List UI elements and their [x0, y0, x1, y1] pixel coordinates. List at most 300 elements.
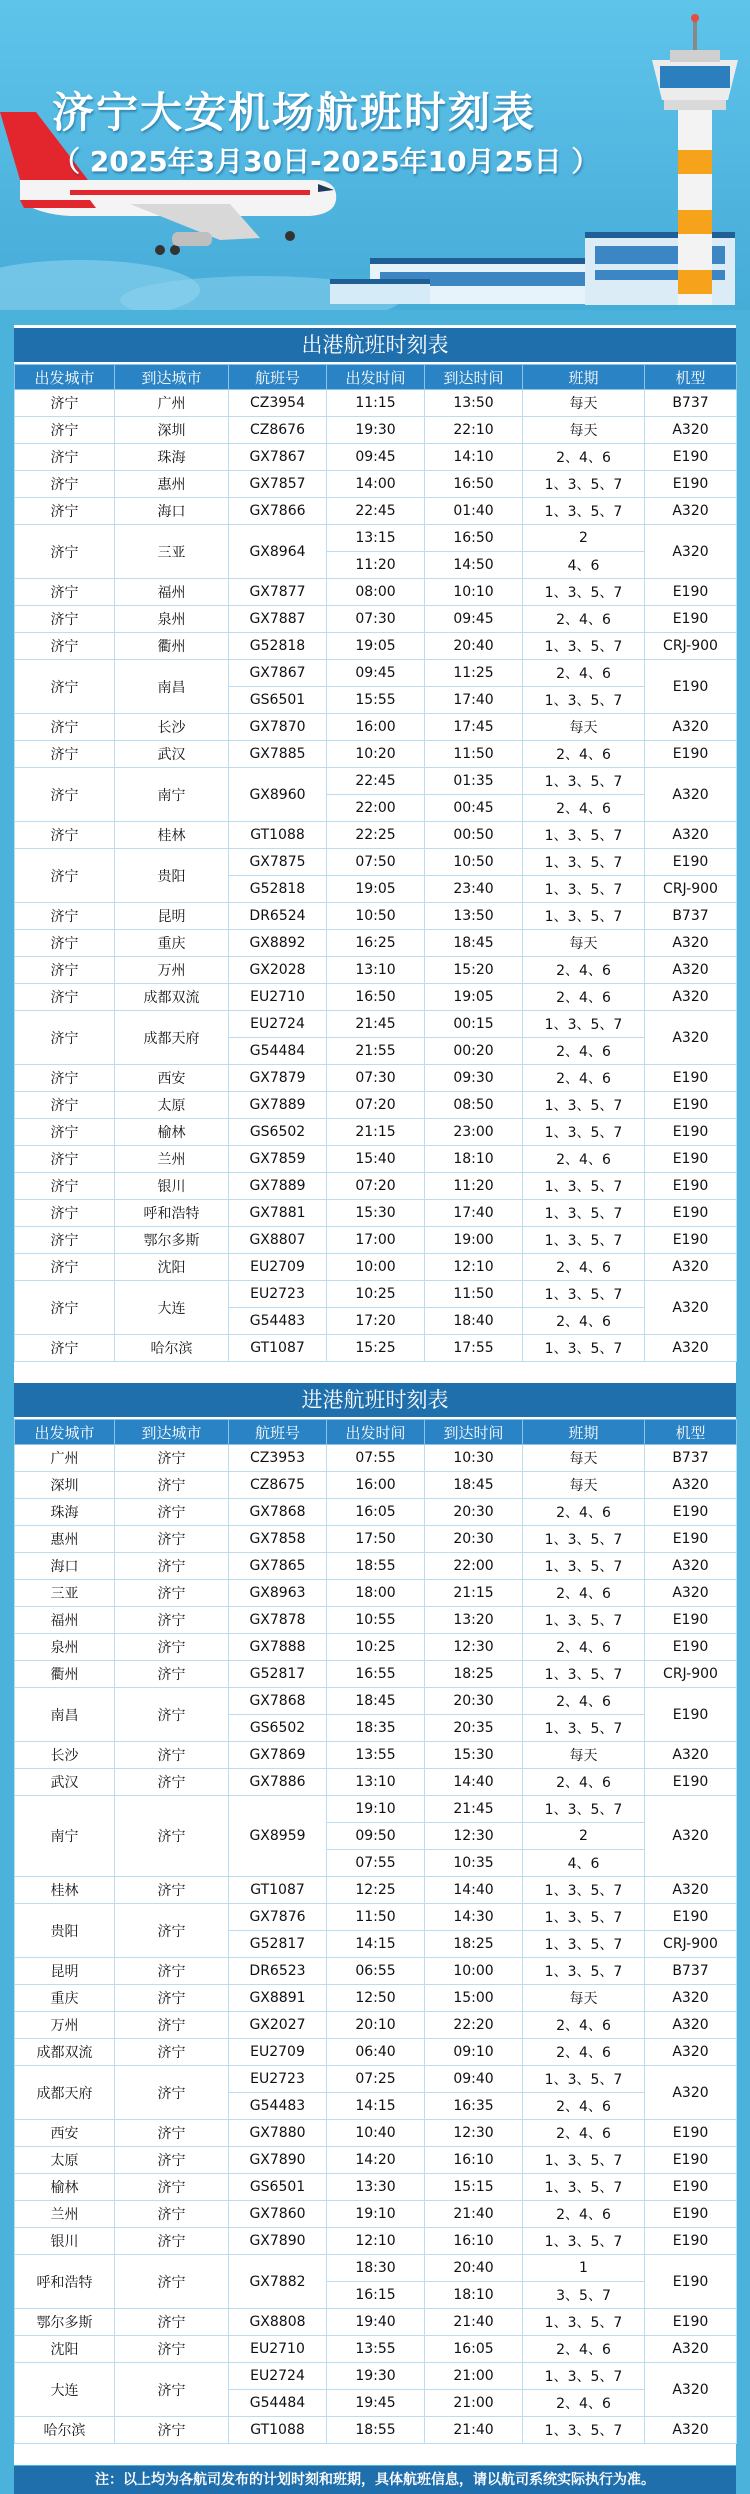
- departure-time-cell: 21:15: [327, 1119, 425, 1146]
- table-row: [15, 930, 737, 957]
- schedule-days-cell: 1、3、5、7: [523, 471, 645, 498]
- arrival-city-cell: 济宁: [115, 2309, 229, 2336]
- schedule-days-cell: 1、3、5、7: [523, 1607, 645, 1634]
- aircraft-type-cell: CRJ-900: [645, 1931, 737, 1958]
- departures-header-row: [15, 365, 737, 390]
- schedule-days-cell: 2: [523, 525, 645, 552]
- schedule-days-cell: 1、3、5、7: [523, 1092, 645, 1119]
- hero-banner: [0, 0, 750, 310]
- column-header: 出发城市: [15, 1420, 115, 1445]
- table-row: [15, 1119, 737, 1146]
- arrival-time-cell: 14:10: [425, 444, 523, 471]
- arrival-city-cell: 三亚: [115, 525, 229, 579]
- arrival-time-cell: 16:50: [425, 525, 523, 552]
- schedule-days-cell: 每天: [523, 1445, 645, 1472]
- schedule-days-cell: 2、4、6: [523, 1308, 645, 1335]
- arrival-time-cell: 00:20: [425, 1038, 523, 1065]
- arrival-time-cell: 20:35: [425, 1715, 523, 1742]
- arrival-city-cell: 济宁: [115, 1661, 229, 1688]
- departure-time-cell: 11:50: [327, 1904, 425, 1931]
- departure-city-cell: 济宁: [15, 768, 115, 822]
- table-row: [15, 1227, 737, 1254]
- arrival-time-cell: 10:00: [425, 1958, 523, 1985]
- departure-city-cell: 榆林: [15, 2174, 115, 2201]
- departure-city-cell: 哈尔滨: [15, 2417, 115, 2444]
- flight-number-cell: EU2724: [229, 2363, 327, 2390]
- departure-time-cell: 15:30: [327, 1200, 425, 1227]
- arrival-time-cell: 20:40: [425, 2255, 523, 2282]
- table-row: [15, 1607, 737, 1634]
- schedule-days-cell: 1、3、5、7: [523, 822, 645, 849]
- departure-time-cell: 07:20: [327, 1092, 425, 1119]
- table-row: [15, 471, 737, 498]
- aircraft-type-cell: E190: [645, 1607, 737, 1634]
- table-row: [15, 1011, 737, 1038]
- arrival-time-cell: 16:50: [425, 471, 523, 498]
- column-header: 到达城市: [115, 365, 229, 390]
- arrival-city-cell: 南昌: [115, 660, 229, 714]
- arrival-time-cell: 12:10: [425, 1254, 523, 1281]
- departure-time-cell: 07:55: [327, 1850, 425, 1877]
- arrival-time-cell: 09:30: [425, 1065, 523, 1092]
- departure-time-cell: 18:55: [327, 1553, 425, 1580]
- flight-number-cell: GX7882: [229, 2255, 327, 2309]
- table-row: [15, 2336, 737, 2363]
- arrival-time-cell: 15:30: [425, 1742, 523, 1769]
- departure-city-cell: 桂林: [15, 1877, 115, 1904]
- arrival-time-cell: 23:40: [425, 876, 523, 903]
- arrival-time-cell: 13:50: [425, 390, 523, 417]
- arrival-city-cell: 长沙: [115, 714, 229, 741]
- schedule-days-cell: 1、3、5、7: [523, 2363, 645, 2390]
- aircraft-type-cell: E190: [645, 2255, 737, 2309]
- departure-city-cell: 惠州: [15, 1526, 115, 1553]
- arrival-city-cell: 济宁: [115, 1526, 229, 1553]
- flight-number-cell: GX7870: [229, 714, 327, 741]
- departure-city-cell: 济宁: [15, 822, 115, 849]
- departure-time-cell: 07:25: [327, 2066, 425, 2093]
- arrival-city-cell: 济宁: [115, 1796, 229, 1877]
- schedule-days-cell: 2、4、6: [523, 1688, 645, 1715]
- departure-city-cell: 济宁: [15, 1065, 115, 1092]
- flight-number-cell: G54484: [229, 2390, 327, 2417]
- table-row: [15, 849, 737, 876]
- arrival-time-cell: 22:10: [425, 417, 523, 444]
- arrivals-table: [14, 1419, 737, 2444]
- aircraft-type-cell: E190: [645, 1092, 737, 1119]
- flight-number-cell: GX7867: [229, 660, 327, 687]
- aircraft-type-cell: A320: [645, 2336, 737, 2363]
- departure-city-cell: 济宁: [15, 660, 115, 714]
- arrival-city-cell: 济宁: [115, 2174, 229, 2201]
- schedule-days-cell: 2、4、6: [523, 606, 645, 633]
- departure-time-cell: 22:25: [327, 822, 425, 849]
- schedule-days-cell: 1、3、5、7: [523, 1877, 645, 1904]
- arrival-city-cell: 济宁: [115, 1769, 229, 1796]
- aircraft-type-cell: E190: [645, 849, 737, 876]
- schedule-days-cell: 1、3、5、7: [523, 1796, 645, 1823]
- column-header: 出发时间: [327, 365, 425, 390]
- schedule-days-cell: 4、6: [523, 552, 645, 579]
- departure-city-cell: 武汉: [15, 1769, 115, 1796]
- schedule-days-cell: 2、4、6: [523, 1254, 645, 1281]
- flight-number-cell: GX7857: [229, 471, 327, 498]
- arrival-time-cell: 00:15: [425, 1011, 523, 1038]
- flight-number-cell: GX7886: [229, 1769, 327, 1796]
- departure-time-cell: 12:10: [327, 2228, 425, 2255]
- schedule-days-cell: 2、4、6: [523, 2201, 645, 2228]
- aircraft-type-cell: A320: [645, 2012, 737, 2039]
- departure-time-cell: 15:25: [327, 1335, 425, 1362]
- schedule-days-cell: 1、3、5、7: [523, 1281, 645, 1308]
- schedule-days-cell: 1、3、5、7: [523, 2417, 645, 2444]
- aircraft-type-cell: E190: [645, 444, 737, 471]
- aircraft-type-cell: A320: [645, 1580, 737, 1607]
- aircraft-type-cell: CRJ-900: [645, 876, 737, 903]
- schedule-days-cell: 1、3、5、7: [523, 1200, 645, 1227]
- schedule-days-cell: 1、3、5、7: [523, 849, 645, 876]
- departure-city-cell: 济宁: [15, 1254, 115, 1281]
- departure-city-cell: 济宁: [15, 444, 115, 471]
- flight-number-cell: EU2723: [229, 2066, 327, 2093]
- departure-city-cell: 鄂尔多斯: [15, 2309, 115, 2336]
- departure-city-cell: 济宁: [15, 903, 115, 930]
- departure-time-cell: 17:20: [327, 1308, 425, 1335]
- arrival-time-cell: 10:50: [425, 849, 523, 876]
- aircraft-type-cell: E190: [645, 1904, 737, 1931]
- schedule-days-cell: 1、3、5、7: [523, 579, 645, 606]
- departure-time-cell: 22:45: [327, 498, 425, 525]
- table-row: [15, 1553, 737, 1580]
- schedule-days-cell: 2、4、6: [523, 1634, 645, 1661]
- flight-number-cell: CZ8676: [229, 417, 327, 444]
- table-row: [15, 768, 737, 795]
- arrival-city-cell: 泉州: [115, 606, 229, 633]
- departure-city-cell: 万州: [15, 2012, 115, 2039]
- aircraft-type-cell: E190: [645, 1146, 737, 1173]
- arrival-time-cell: 16:05: [425, 2336, 523, 2363]
- departure-city-cell: 济宁: [15, 1335, 115, 1362]
- schedule-days-cell: 1、3、5、7: [523, 1661, 645, 1688]
- aircraft-type-cell: A320: [645, 984, 737, 1011]
- arrival-time-cell: 00:50: [425, 822, 523, 849]
- departure-city-cell: 泉州: [15, 1634, 115, 1661]
- arrival-time-cell: 18:25: [425, 1931, 523, 1958]
- schedule-days-cell: 1、3、5、7: [523, 1715, 645, 1742]
- schedule-days-cell: 1、3、5、7: [523, 2066, 645, 2093]
- departure-time-cell: 09:45: [327, 444, 425, 471]
- aircraft-type-cell: E190: [645, 1119, 737, 1146]
- arrival-city-cell: 银川: [115, 1173, 229, 1200]
- flight-number-cell: GX7866: [229, 498, 327, 525]
- table-row: [15, 2417, 737, 2444]
- table-row: [15, 606, 737, 633]
- departure-time-cell: 13:15: [327, 525, 425, 552]
- arrival-time-cell: 20:40: [425, 633, 523, 660]
- departure-time-cell: 16:50: [327, 984, 425, 1011]
- schedule-days-cell: 1、3、5、7: [523, 1173, 645, 1200]
- arrival-city-cell: 惠州: [115, 471, 229, 498]
- arrival-time-cell: 16:35: [425, 2093, 523, 2120]
- arrival-city-cell: 呼和浩特: [115, 1200, 229, 1227]
- arrival-city-cell: 万州: [115, 957, 229, 984]
- schedule-days-cell: 2、4、6: [523, 444, 645, 471]
- arrival-time-cell: 11:25: [425, 660, 523, 687]
- table-row: [15, 1200, 737, 1227]
- arrival-city-cell: 济宁: [115, 1985, 229, 2012]
- schedule-days-cell: 2、4、6: [523, 2039, 645, 2066]
- arrival-time-cell: 18:25: [425, 1661, 523, 1688]
- schedule-days-cell: 1、3、5、7: [523, 1011, 645, 1038]
- arrival-city-cell: 深圳: [115, 417, 229, 444]
- aircraft-type-cell: E190: [645, 471, 737, 498]
- departure-time-cell: 08:00: [327, 579, 425, 606]
- aircraft-type-cell: A320: [645, 525, 737, 579]
- departure-time-cell: 16:25: [327, 930, 425, 957]
- arrival-time-cell: 21:40: [425, 2417, 523, 2444]
- arrival-time-cell: 16:10: [425, 2147, 523, 2174]
- flight-number-cell: GT1088: [229, 2417, 327, 2444]
- arrival-city-cell: 贵阳: [115, 849, 229, 903]
- table-row: [15, 1254, 737, 1281]
- aircraft-type-cell: A320: [645, 1011, 737, 1065]
- departure-city-cell: 福州: [15, 1607, 115, 1634]
- arrival-time-cell: 15:15: [425, 2174, 523, 2201]
- arrival-city-cell: 济宁: [115, 1634, 229, 1661]
- flight-number-cell: GX7881: [229, 1200, 327, 1227]
- schedule-days-cell: 1、3、5、7: [523, 876, 645, 903]
- arrival-city-cell: 福州: [115, 579, 229, 606]
- schedule-days-cell: 每天: [523, 417, 645, 444]
- table-row: [15, 2228, 737, 2255]
- aircraft-type-cell: A320: [645, 957, 737, 984]
- flight-number-cell: GT1088: [229, 822, 327, 849]
- flight-number-cell: GX7889: [229, 1173, 327, 1200]
- departure-time-cell: 21:55: [327, 1038, 425, 1065]
- table-row: [15, 1742, 737, 1769]
- aircraft-type-cell: A320: [645, 2039, 737, 2066]
- flight-number-cell: GS6501: [229, 687, 327, 714]
- flight-number-cell: GX7890: [229, 2147, 327, 2174]
- arrival-city-cell: 桂林: [115, 822, 229, 849]
- flight-number-cell: GX8892: [229, 930, 327, 957]
- departure-time-cell: 07:20: [327, 1173, 425, 1200]
- arrival-time-cell: 17:45: [425, 714, 523, 741]
- departure-city-cell: 济宁: [15, 1200, 115, 1227]
- flight-number-cell: GT1087: [229, 1335, 327, 1362]
- arrival-time-cell: 10:10: [425, 579, 523, 606]
- departure-time-cell: 18:45: [327, 1688, 425, 1715]
- departure-time-cell: 11:15: [327, 390, 425, 417]
- departure-time-cell: 07:30: [327, 1065, 425, 1092]
- table-row: [15, 984, 737, 1011]
- table-row: [15, 2147, 737, 2174]
- departure-time-cell: 13:10: [327, 1769, 425, 1796]
- arrival-city-cell: 济宁: [115, 1499, 229, 1526]
- schedule-days-cell: 1、3、5、7: [523, 1119, 645, 1146]
- arrival-time-cell: 21:40: [425, 2309, 523, 2336]
- arrival-city-cell: 昆明: [115, 903, 229, 930]
- arrival-time-cell: 09:10: [425, 2039, 523, 2066]
- arrival-city-cell: 榆林: [115, 1119, 229, 1146]
- arrival-city-cell: 济宁: [115, 1904, 229, 1958]
- arrival-time-cell: 20:30: [425, 1526, 523, 1553]
- arrival-time-cell: 14:40: [425, 1769, 523, 1796]
- flight-number-cell: GX7885: [229, 741, 327, 768]
- aircraft-type-cell: A320: [645, 1472, 737, 1499]
- aircraft-type-cell: A320: [645, 822, 737, 849]
- departure-city-cell: 长沙: [15, 1742, 115, 1769]
- aircraft-type-cell: B737: [645, 390, 737, 417]
- flight-number-cell: GX7877: [229, 579, 327, 606]
- flight-number-cell: G52818: [229, 876, 327, 903]
- arrival-city-cell: 广州: [115, 390, 229, 417]
- flight-number-cell: G52817: [229, 1661, 327, 1688]
- table-row: [15, 1661, 737, 1688]
- table-row: [15, 2201, 737, 2228]
- schedule-days-cell: 3、5、7: [523, 2282, 645, 2309]
- table-row: [15, 1904, 737, 1931]
- flight-number-cell: GX7868: [229, 1499, 327, 1526]
- column-header: 到达时间: [425, 1420, 523, 1445]
- table-row: [15, 714, 737, 741]
- departure-time-cell: 19:05: [327, 633, 425, 660]
- arrival-time-cell: 21:00: [425, 2390, 523, 2417]
- departure-city-cell: 太原: [15, 2147, 115, 2174]
- departure-time-cell: 19:10: [327, 1796, 425, 1823]
- departure-time-cell: 19:40: [327, 2309, 425, 2336]
- departure-time-cell: 13:30: [327, 2174, 425, 2201]
- arrival-time-cell: 01:35: [425, 768, 523, 795]
- departure-time-cell: 19:30: [327, 417, 425, 444]
- departure-time-cell: 16:15: [327, 2282, 425, 2309]
- departure-city-cell: 济宁: [15, 1281, 115, 1335]
- departure-city-cell: 呼和浩特: [15, 2255, 115, 2309]
- departure-city-cell: 济宁: [15, 1146, 115, 1173]
- arrival-time-cell: 16:10: [425, 2228, 523, 2255]
- arrival-city-cell: 济宁: [115, 2255, 229, 2309]
- arrival-city-cell: 济宁: [115, 2228, 229, 2255]
- flight-number-cell: GX7876: [229, 1904, 327, 1931]
- departure-time-cell: 18:35: [327, 1715, 425, 1742]
- table-row: [15, 1335, 737, 1362]
- aircraft-type-cell: A320: [645, 1742, 737, 1769]
- schedule-days-cell: 2、4、6: [523, 1038, 645, 1065]
- aircraft-type-cell: E190: [645, 2201, 737, 2228]
- schedule-days-cell: 4、6: [523, 1850, 645, 1877]
- flight-number-cell: CZ3954: [229, 390, 327, 417]
- departures-title: 出港航班时刻表: [14, 328, 736, 362]
- flight-number-cell: GS6502: [229, 1119, 327, 1146]
- departure-time-cell: 13:55: [327, 2336, 425, 2363]
- departure-time-cell: 10:25: [327, 1281, 425, 1308]
- arrival-city-cell: 济宁: [115, 1877, 229, 1904]
- table-row: [15, 1092, 737, 1119]
- aircraft-type-cell: E190: [645, 1173, 737, 1200]
- arrival-city-cell: 大连: [115, 1281, 229, 1335]
- flight-number-cell: GS6502: [229, 1715, 327, 1742]
- schedule-days-cell: 每天: [523, 390, 645, 417]
- arrival-city-cell: 太原: [115, 1092, 229, 1119]
- schedule-days-cell: 1: [523, 2255, 645, 2282]
- table-row: [15, 2174, 737, 2201]
- arrival-city-cell: 兰州: [115, 1146, 229, 1173]
- aircraft-type-cell: E190: [645, 1769, 737, 1796]
- arrival-city-cell: 海口: [115, 498, 229, 525]
- schedule-days-cell: 2、4、6: [523, 2012, 645, 2039]
- departure-time-cell: 16:05: [327, 1499, 425, 1526]
- aircraft-type-cell: A320: [645, 498, 737, 525]
- departure-city-cell: 济宁: [15, 1092, 115, 1119]
- arrival-city-cell: 济宁: [115, 2012, 229, 2039]
- departure-time-cell: 10:20: [327, 741, 425, 768]
- departure-time-cell: 16:00: [327, 714, 425, 741]
- schedule-days-cell: 1、3、5、7: [523, 2147, 645, 2174]
- departure-city-cell: 成都双流: [15, 2039, 115, 2066]
- flight-number-cell: G54484: [229, 1038, 327, 1065]
- arrival-time-cell: 11:50: [425, 741, 523, 768]
- arrival-city-cell: 济宁: [115, 2120, 229, 2147]
- arrival-city-cell: 济宁: [115, 2066, 229, 2120]
- column-header: 到达时间: [425, 365, 523, 390]
- arrival-time-cell: 22:20: [425, 2012, 523, 2039]
- schedule-days-cell: 每天: [523, 1985, 645, 2012]
- column-header: 机型: [645, 365, 737, 390]
- departure-city-cell: 成都天府: [15, 2066, 115, 2120]
- arrival-time-cell: 20:30: [425, 1688, 523, 1715]
- arrival-time-cell: 12:30: [425, 1634, 523, 1661]
- schedule-days-cell: 2、4、6: [523, 984, 645, 1011]
- table-row: [15, 2012, 737, 2039]
- departure-time-cell: 07:30: [327, 606, 425, 633]
- aircraft-type-cell: A320: [645, 1985, 737, 2012]
- schedule-days-cell: 1、3、5、7: [523, 687, 645, 714]
- flight-number-cell: GX7868: [229, 1688, 327, 1715]
- table-row: [15, 2363, 737, 2390]
- arrival-city-cell: 武汉: [115, 741, 229, 768]
- arrival-time-cell: 00:45: [425, 795, 523, 822]
- departure-time-cell: 17:00: [327, 1227, 425, 1254]
- schedule-days-cell: 1、3、5、7: [523, 2174, 645, 2201]
- schedule-days-cell: 1、3、5、7: [523, 768, 645, 795]
- departure-time-cell: 21:45: [327, 1011, 425, 1038]
- schedule-days-cell: 2、4、6: [523, 660, 645, 687]
- flight-number-cell: GX2027: [229, 2012, 327, 2039]
- schedule-days-cell: 2、4、6: [523, 1146, 645, 1173]
- aircraft-type-cell: A320: [645, 768, 737, 822]
- schedule-days-cell: 2、4、6: [523, 957, 645, 984]
- departure-city-cell: 三亚: [15, 1580, 115, 1607]
- table-row: [15, 2255, 737, 2282]
- flight-number-cell: GX7865: [229, 1553, 327, 1580]
- departure-city-cell: 济宁: [15, 525, 115, 579]
- column-header: 班期: [523, 365, 645, 390]
- table-row: [15, 417, 737, 444]
- flight-number-cell: GX2028: [229, 957, 327, 984]
- flight-number-cell: GX7867: [229, 444, 327, 471]
- departure-time-cell: 18:00: [327, 1580, 425, 1607]
- departure-city-cell: 深圳: [15, 1472, 115, 1499]
- arrival-city-cell: 成都双流: [115, 984, 229, 1011]
- aircraft-type-cell: A320: [645, 1877, 737, 1904]
- departure-time-cell: 16:55: [327, 1661, 425, 1688]
- departure-time-cell: 14:15: [327, 2093, 425, 2120]
- table-row: [15, 1796, 737, 1823]
- departure-city-cell: 济宁: [15, 984, 115, 1011]
- schedule-days-cell: 2、4、6: [523, 741, 645, 768]
- table-row: [15, 1146, 737, 1173]
- table-row: [15, 1526, 737, 1553]
